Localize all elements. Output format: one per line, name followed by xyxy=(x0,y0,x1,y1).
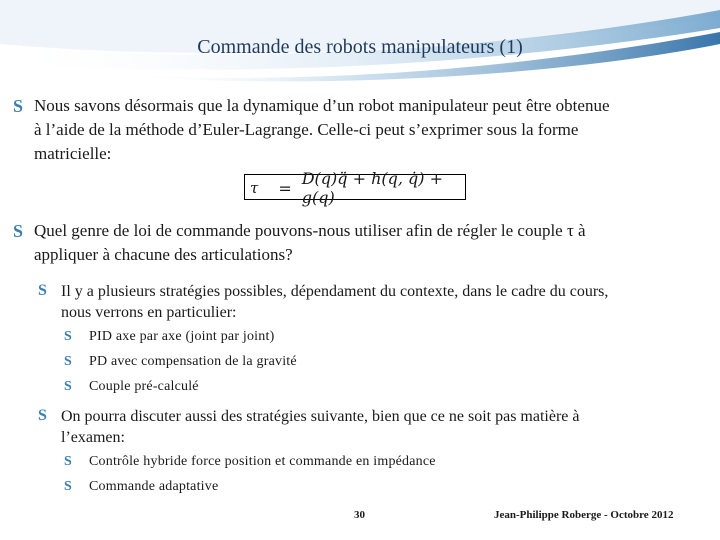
bullet-icon: S xyxy=(38,282,47,299)
equation-equals: = xyxy=(278,178,292,198)
intro-text-line1: Nous savons désormais que la dynamique d’un robot manipulateur peut être obtenue xyxy=(34,96,610,115)
bullet-icon: S xyxy=(64,379,72,394)
page-number: 30 xyxy=(354,509,365,521)
bullet-icon: S xyxy=(13,221,24,241)
bullet-icon: S xyxy=(38,407,47,424)
list-item-adaptive: Commande adaptative xyxy=(89,479,219,494)
question-text-line1: Quel genre de loi de commande pouvons-nous utiliser afin de régler le couple τ à xyxy=(34,221,586,240)
intro-text-line3: matricielle: xyxy=(34,144,112,163)
footer-author: Jean-Philippe Roberge - Octobre 2012 xyxy=(494,509,674,521)
list-item-pd-gravity: PD avec compensation de la gravité xyxy=(89,354,297,369)
slide-title: Commande des robots manipulateurs (1) xyxy=(197,36,523,58)
list-item-hybrid-force: Contrôle hybride force position et commande en impédance xyxy=(89,454,436,469)
strategies-text-line1: Il y a plusieurs stratégies possibles, dépendament du contexte, dans le cadre du cours, xyxy=(61,283,609,300)
bullet-icon: S xyxy=(64,479,72,494)
equation-lhs: τ xyxy=(250,179,259,197)
bullet-icon: S xyxy=(64,454,72,469)
intro-text-line2: à l’aide de la méthode d’Euler-Lagrange. Celle-ci peut s’exprimer sous la forme xyxy=(34,120,579,139)
other-text-line1: On pourra discuter aussi des stratégies suivante, bien que ce ne soit pas matière à xyxy=(61,408,580,425)
equation-rhs: D(q)q̈ + h(q, q̇) + g(q) xyxy=(301,169,444,207)
bullet-icon: S xyxy=(64,354,72,369)
bullet-icon: S xyxy=(13,96,24,116)
dynamics-equation xyxy=(244,169,466,207)
list-item-pid: PID axe par axe (joint par joint) xyxy=(89,329,275,344)
other-text-line2: l’examen: xyxy=(61,429,125,446)
question-text-line2: appliquer à chacune des articulations? xyxy=(34,245,293,264)
strategies-text-line2: nous verrons en particulier: xyxy=(61,304,237,321)
list-item-computed-torque: Couple pré-calculé xyxy=(89,379,199,394)
bullet-icon: S xyxy=(64,329,72,344)
